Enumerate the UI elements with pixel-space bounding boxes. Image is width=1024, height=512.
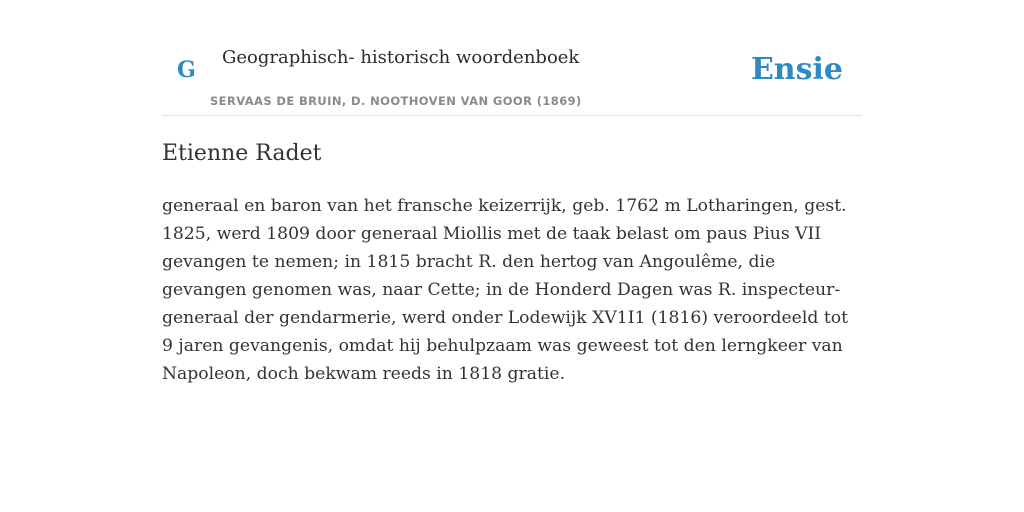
book-header <box>162 0 862 116</box>
book-letter-icon[interactable]: G <box>177 57 196 83</box>
entry-title: Etienne Radet <box>162 141 322 166</box>
ensie-logo[interactable]: Ensie <box>750 52 843 87</box>
entry-body: generaal en baron van het fransche keizerrijk, geb. 1762 m Lotharingen, gest. 1825, werd 1809 door generaal Miollis met de taak belast om paus Pius VII gevangen te nemen; in 1815 bracht R. den hertog van Angoulême, die gevangen genomen was, naar Cette; in de Honderd Dagen was R. inspecteur-generaal der gendarmerie, werd onder Lodewijk XV1I1 (1816) veroordeeld tot 9 jaren gevangenis, omdat hij behulpzaam was geweest tot den lerngkeer van Napoleon, doch bekwam reeds in 1818 gratie. <box>162 196 848 384</box>
page-container <box>162 0 862 384</box>
book-authors: SERVAAS DE BRUIN, D. NOOTHOVEN VAN GOOR (1869) <box>210 94 582 108</box>
book-title[interactable]: Geographisch- historisch woordenboek <box>222 47 580 68</box>
